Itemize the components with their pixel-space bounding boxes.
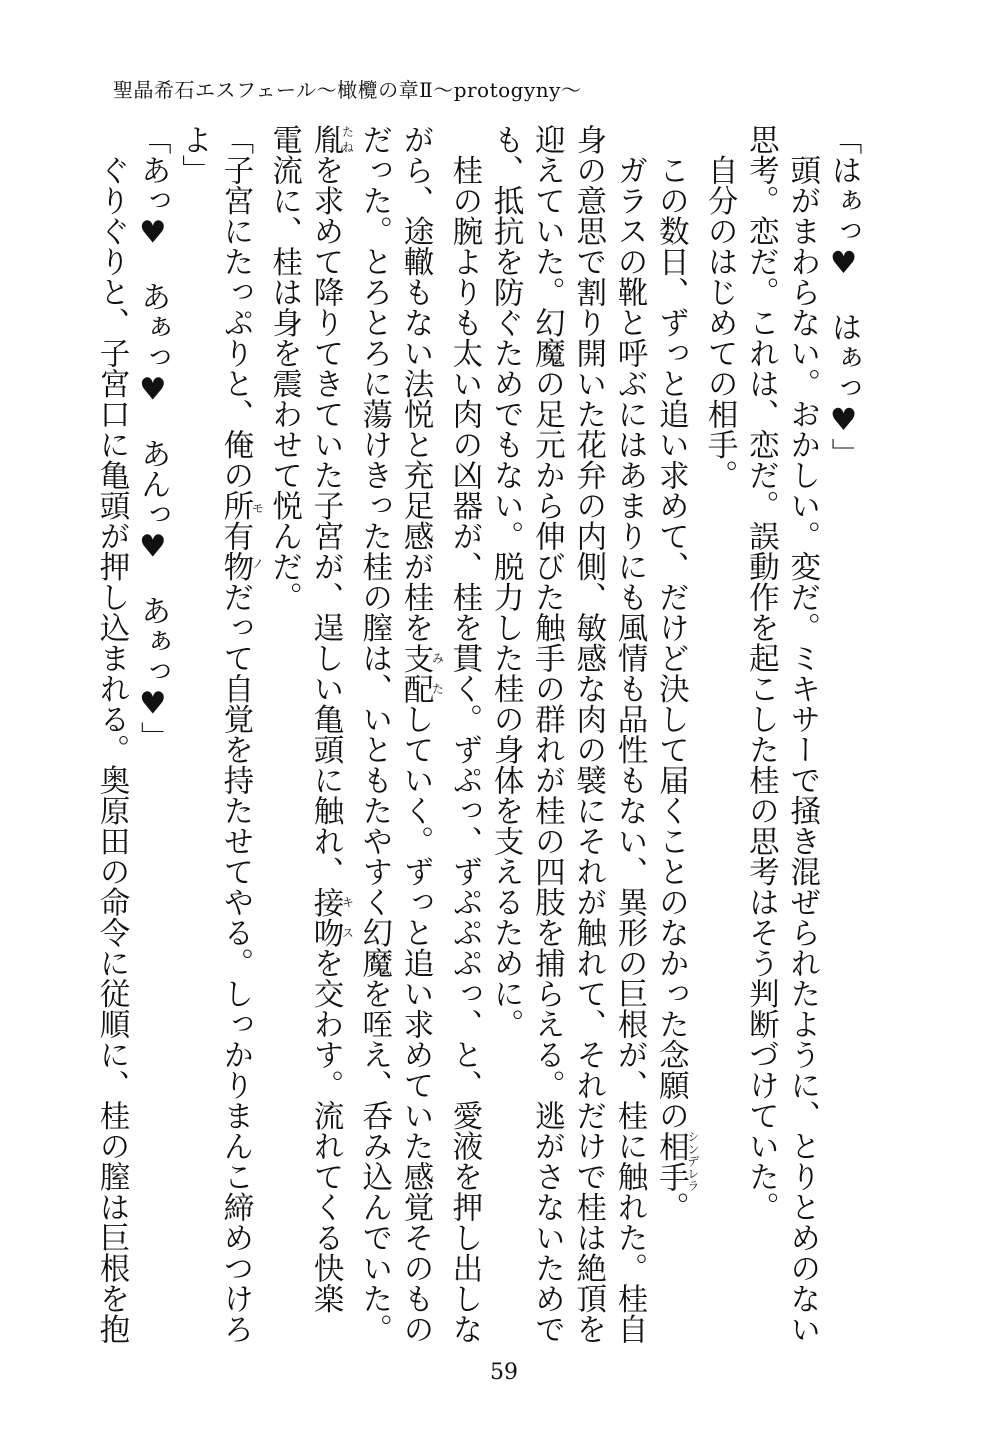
text-line (740, 124, 781, 1360)
text-line (699, 124, 740, 1360)
ruby-text: たね (340, 124, 355, 155)
text-line (609, 124, 650, 1360)
text-segment: を交わす。流れてくる快楽 (307, 947, 343, 1314)
ruby-text: シンデレラ (685, 1130, 700, 1192)
text-segment: がら、途轍もない法悦と充足感が桂を (398, 124, 434, 643)
text-segment: だって自覚を持たせてやる。しっかりまんこ締めつけろ (217, 581, 253, 1344)
ruby-base: 支配 (398, 642, 434, 704)
ruby-annotation (217, 490, 265, 582)
ruby-base: 接吻 (307, 886, 343, 948)
text-line (173, 124, 214, 1360)
text-line (485, 124, 526, 1360)
text-segment: 。 (653, 1191, 689, 1222)
text-segment: 頭がまわらない。おかしい。変だ。ミキサーで掻き混ぜられたように、とりとめのない (784, 124, 820, 1344)
vertical-body-text (91, 124, 864, 1360)
text-segment: ぐりぐりと、子宮口に亀頭が押し込まれる。奥原田の命令に従順に、桂の膣は巨根を抱 (93, 124, 129, 1344)
text-segment: この数日、ずっと追い求めて、だけど決して届くことのなかった念願の (653, 124, 689, 1131)
text-segment: も、抵抗を防ぐためでもない。脱力した桂の身体を支えるために。 (488, 124, 524, 1039)
text-line (526, 124, 567, 1360)
text-segment: 身の意思で割り開いた花弁の内側、敏感な肉の襞にそれが触れて、それだけで桂は絶頂を (570, 124, 606, 1344)
text-segment: 自分のはじめての相手。 (702, 124, 738, 490)
text-segment: 「あっ♥ あぁっ♥ あんっ♥ あぁっ♥」 (135, 124, 171, 752)
text-line (91, 124, 132, 1360)
text-line (650, 124, 699, 1360)
ruby-annotation (307, 886, 355, 948)
page-number: 59 (490, 1360, 518, 1385)
text-segment: 迎えていた。幻魔の足元から伸びた触手の群れが桂の四肢を捕らえる。逃がさないためで (529, 124, 565, 1344)
text-segment: 思考。恋だ。これは、恋だ。誤動作を起こした桂の思考はそう判断づけていた。 (743, 124, 779, 1222)
text-segment: だった。とろとろに蕩けきった桂の膣は、いともたやすく幻魔を咥え、呑み込んでいた。 (356, 124, 392, 1344)
text-segment: ガラスの靴と呼ぶにはあまりにも風情も品性もない、異形の巨根が、桂に触れた。桂自 (612, 124, 648, 1344)
text-segment: 桂の腕よりも太い肉の凶器が、桂を貫く。ずぷっ、ずぷぷぷっ、と、愛液を押し出しな (446, 124, 482, 1344)
text-segment: していく。ずっと追い求めていた感覚そのもの (398, 703, 434, 1344)
ruby-base: 胤 (307, 124, 343, 155)
text-line (215, 124, 264, 1360)
ruby-text: モノ (250, 490, 265, 582)
ruby-annotation (653, 1130, 700, 1192)
text-segment: 電流に、桂は身を震わせて悦んだ。 (266, 124, 302, 612)
text-line (395, 124, 444, 1360)
text-segment: 「子宮にたっぷりと、俺の (217, 124, 253, 490)
text-line (305, 124, 354, 1360)
running-header: 聖晶希石エスフェール～橄欖の章Ⅱ～protogyny～ (113, 78, 582, 102)
text-line (823, 124, 864, 1360)
ruby-base: 所有物 (217, 490, 253, 582)
text-segment: を求めて降りてきていた子宮が、逞しい亀頭に触れ、 (307, 154, 343, 887)
ruby-text: みた (430, 642, 445, 704)
text-line (567, 124, 608, 1360)
ruby-annotation (307, 124, 355, 155)
ruby-text: キス (340, 886, 355, 948)
text-line (781, 124, 822, 1360)
text-line (132, 124, 173, 1360)
text-line (263, 124, 304, 1360)
text-line (353, 124, 394, 1360)
text-segment: 「はぁっ♥ はぁっ♥」 (826, 124, 861, 469)
ruby-annotation (398, 642, 445, 704)
text-segment: よ」 (176, 124, 212, 185)
ruby-base: 相手 (653, 1130, 689, 1192)
text-line (444, 124, 485, 1360)
